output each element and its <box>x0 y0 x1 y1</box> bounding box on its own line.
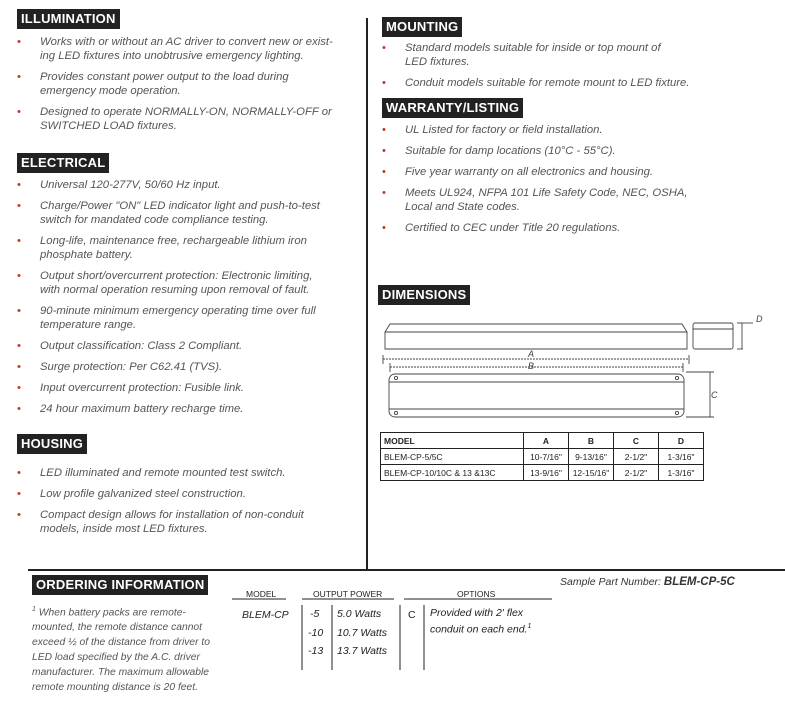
dim-label-c: C <box>711 390 718 400</box>
dim-col-c: C <box>614 433 659 449</box>
table-cell: 9-13/16" <box>569 449 614 465</box>
dim-col-model: MODEL <box>381 433 524 449</box>
list-item-text: Output short/overcurrent protection: Electronic limiting, with normal operation resuming upon removal of fault. <box>40 270 313 296</box>
dimensions-heading: DIMENSIONS <box>378 285 470 305</box>
bullet-icon: • <box>382 166 386 178</box>
list-item <box>382 123 742 137</box>
dim-label-d: D <box>756 314 763 324</box>
bullet-icon: • <box>382 145 386 157</box>
dim-label-a: A <box>528 349 535 359</box>
section-divider <box>28 569 785 571</box>
sample-part-label: Sample Part Number: <box>560 576 661 588</box>
list-item-text: Designed to operate NORMALLY-ON, NORMALLY-OFF or SWITCHED LOAD fixtures. <box>40 106 332 132</box>
list-item <box>17 70 362 98</box>
list-item-text: Low profile galvanized steel construction. <box>40 488 246 500</box>
dimension-drawing <box>378 312 778 424</box>
bullet-icon: • <box>17 403 21 415</box>
warranty-heading: WARRANTY/LISTING <box>382 98 523 118</box>
mounting-heading: MOUNTING <box>382 17 462 37</box>
list-item <box>382 221 742 235</box>
footnote-mark: 1 <box>32 606 36 613</box>
list-item-text: Standard models suitable for inside or top mount of LED fixtures. <box>405 42 661 68</box>
list-item <box>382 144 742 158</box>
illumination-heading: ILLUMINATION <box>17 9 120 29</box>
option-description <box>430 607 531 637</box>
mounting-list <box>382 41 742 97</box>
power-code: -13 <box>308 645 324 657</box>
housing-list <box>17 466 362 543</box>
bullet-icon: • <box>17 106 21 118</box>
list-item-text: Universal 120-277V, 50/60 Hz input. <box>40 179 221 191</box>
bullet-icon: • <box>17 36 21 48</box>
power-code: -10 <box>308 627 324 639</box>
option-code: C <box>408 609 416 621</box>
list-item-text: Certified to CEC under Title 20 regulations. <box>405 222 621 234</box>
list-item-text: 24 hour maximum battery recharge time. <box>40 403 244 415</box>
dim-col-d: D <box>659 433 704 449</box>
list-item-text: Conduit models suitable for remote mount to LED fixture. <box>405 77 690 89</box>
order-model-value: BLEM-CP <box>242 609 289 621</box>
list-item <box>17 487 362 501</box>
list-item-text: LED illuminated and remote mounted test switch. <box>40 467 286 479</box>
list-item <box>382 165 742 179</box>
bullet-icon: • <box>17 71 21 83</box>
dim-col-b: B <box>569 433 614 449</box>
table-cell: BLEM-CP-10/10C & 13 &13C <box>381 465 524 481</box>
bullet-icon: • <box>17 179 21 191</box>
list-item <box>17 35 362 63</box>
bullet-icon: • <box>17 200 21 212</box>
list-item <box>17 269 362 297</box>
power-value: 10.7 Watts <box>337 627 387 639</box>
list-item-text: Input overcurrent protection: Fusible link. <box>40 382 245 394</box>
bullet-icon: • <box>17 509 21 521</box>
option-text: Provided with 2' flex conduit on each end. <box>430 607 528 636</box>
list-item-text: Provides constant power output to the load during emergency mode operation. <box>40 71 289 97</box>
list-item <box>17 508 362 536</box>
housing-heading: HOUSING <box>17 434 87 454</box>
power-value: 13.7 Watts <box>337 645 387 657</box>
list-item-text: Long-life, maintenance free, rechargeable lithium iron phosphate battery. <box>40 235 307 261</box>
bullet-icon: • <box>17 340 21 352</box>
list-item-text: Works with or without an AC driver to convert new or exist- ing LED fixtures into unobtrusive emergency lighting. <box>40 36 333 62</box>
list-item-text: 90-minute minimum emergency operating time over full temperature range. <box>40 305 316 331</box>
table-cell: 1-3/16" <box>659 449 704 465</box>
power-value: 5.0 Watts <box>337 608 382 620</box>
list-item <box>17 178 362 192</box>
column-divider <box>366 18 368 570</box>
list-item <box>17 234 362 262</box>
electrical-heading: ELECTRICAL <box>17 153 109 173</box>
table-row <box>381 449 704 465</box>
list-item <box>382 41 742 69</box>
list-item-text: UL Listed for factory or field installation. <box>405 124 603 136</box>
list-item <box>382 76 742 90</box>
bullet-icon: • <box>17 235 21 247</box>
list-item-text: Five year warranty on all electronics and housing. <box>405 166 654 178</box>
list-item <box>382 186 742 214</box>
order-col-power: OUTPUT POWER <box>313 589 383 599</box>
ordering-footnote <box>32 602 217 695</box>
bullet-icon: • <box>17 305 21 317</box>
order-col-options: OPTIONS <box>457 589 496 599</box>
table-cell: 13-9/16" <box>524 465 569 481</box>
table-cell: 12-15/16" <box>569 465 614 481</box>
dim-label-b: B <box>528 361 535 371</box>
list-item <box>17 199 362 227</box>
illumination-list <box>17 35 362 140</box>
bullet-icon: • <box>382 42 386 54</box>
bullet-icon: • <box>17 488 21 500</box>
list-item <box>17 381 362 395</box>
list-item <box>17 360 362 374</box>
list-item-text: Surge protection: Per C62.41 (TVS). <box>40 361 223 373</box>
table-row <box>381 465 704 481</box>
bullet-icon: • <box>17 361 21 373</box>
bullet-icon: • <box>382 187 386 199</box>
bullet-icon: • <box>382 77 386 89</box>
power-code: -5 <box>310 608 320 620</box>
bullet-icon: • <box>17 270 21 282</box>
list-item-text: Compact design allows for installation of non-conduit models, inside most LED fixtures. <box>40 509 304 535</box>
footnote-text: When battery packs are remote-mounted, the remote distance cannot exceed ½ of the distance from driver to LED load specified by the A.C. driver manufacturer. The maximum allowable remote mounting distance is 20 feet. <box>32 607 210 694</box>
bullet-icon: • <box>17 382 21 394</box>
option-footnote-mark: 1 <box>527 623 532 630</box>
list-item <box>17 105 362 133</box>
bullet-icon: • <box>382 124 386 136</box>
list-item-text: Output classification: Class 2 Compliant. <box>40 340 243 352</box>
list-item <box>17 339 362 353</box>
ordering-heading: ORDERING INFORMATION <box>32 575 208 595</box>
list-item <box>17 402 362 416</box>
table-cell: 2-1/2" <box>614 449 659 465</box>
sample-part-value: BLEM-CP-5C <box>663 576 735 588</box>
list-item <box>17 466 362 480</box>
list-item <box>17 304 362 332</box>
warranty-list <box>382 123 742 242</box>
list-item-text: Charge/Power "ON" LED indicator light and push-to-test switch for mandated code compliance testing. <box>40 200 320 226</box>
table-cell: BLEM-CP-5/5C <box>381 449 524 465</box>
bullet-icon: • <box>382 222 386 234</box>
order-col-model: MODEL <box>246 589 277 599</box>
sample-part-number <box>560 576 735 588</box>
dim-col-a: A <box>524 433 569 449</box>
table-cell: 2-1/2" <box>614 465 659 481</box>
bullet-icon: • <box>17 467 21 479</box>
dimensions-table <box>380 432 704 481</box>
table-cell: 10-7/16" <box>524 449 569 465</box>
table-cell: 1-3/16" <box>659 465 704 481</box>
list-item-text: Meets UL924, NFPA 101 Life Safety Code, NEC, OSHA, Local and State codes. <box>405 187 688 213</box>
electrical-list <box>17 178 362 423</box>
list-item-text: Suitable for damp locations (10°C - 55°C). <box>405 145 616 157</box>
